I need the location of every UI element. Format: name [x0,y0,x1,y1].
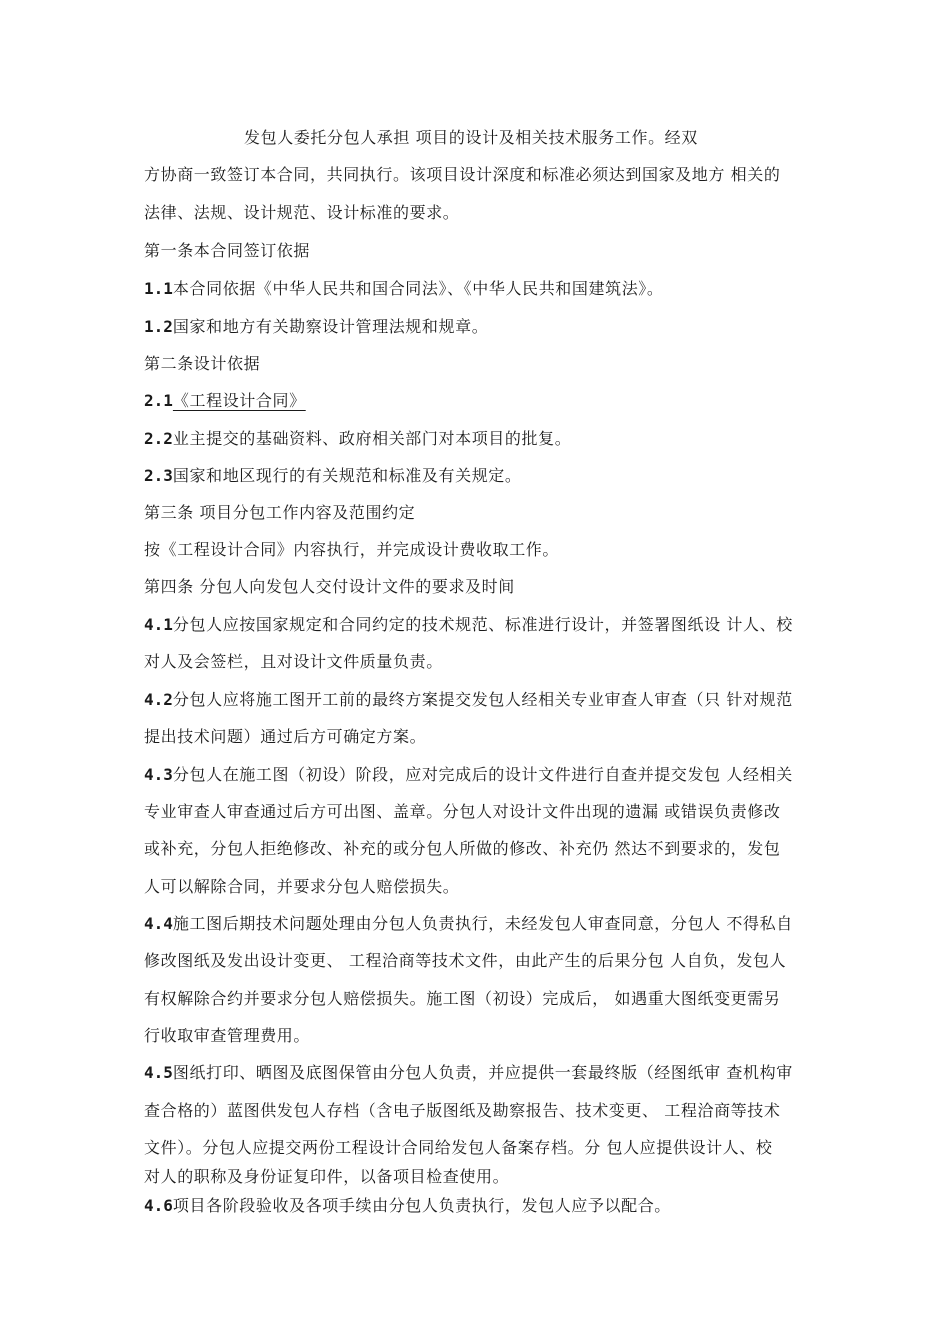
intro-line-1: 发包人委托分包人承担 项目的设计及相关技术服务工作。经双 [244,128,698,147]
clause-4-3-line-4: 人可以解除合同，并要求分包人赔偿损失。 [144,877,460,896]
clause-4-1-line-1 [144,614,810,636]
intro-line-3: 法律、法规、设计规范、设计标准的要求。 [144,203,460,222]
clause-text: 本合同依据《中华人民共和国合同法》、《中华人民共和国建筑法》。 [172,279,664,298]
clause-2-3 [144,465,810,487]
clause-4-3-line-1 [144,764,810,786]
clause-4-4-line-4: 行收取审查管理费用。 [144,1026,311,1045]
clause-1-2 [144,316,810,338]
clause-text: 国家和地区现行的有关规范和标准及有关规定。 [172,466,522,485]
clause-text: 分包人应将施工图开工前的最终方案提交发包人经相关专业审查人审查（只 针对规范 [172,690,793,709]
clause-number: 4.5 [144,1063,173,1082]
clause-4-1-line-2: 对人及会签栏，且对设计文件质量负责。 [144,652,443,671]
clause-text: 业主提交的基础资料、政府相关部门对本项目的批复。 [172,429,572,448]
clause-number: 4.4 [144,914,173,933]
clause-text: 分包人在施工图（初设）阶段，应对完成后的设计文件进行自查并提交发包 人经相关 [172,765,793,784]
article-4-heading: 第四条 分包人向发包人交付设计文件的要求及时间 [144,577,515,596]
clause-4-2-line-1 [144,689,810,711]
clause-1-1 [144,278,810,300]
clause-4-5-line-4: 对人的职称及身份证复印件，以备项目检查使用。 [144,1167,510,1186]
clause-4-4-line-2: 修改图纸及发出设计变更、 工程洽商等技术文件，由此产生的后果分包 人自负，发包人 [144,951,787,970]
clause-4-3-line-2: 专业审查人审查通过后方可出图、盖章。分包人对设计文件出现的遗漏 或错误负责修改 [144,802,781,821]
clause-2-2 [144,428,810,450]
clause-number: 2.3 [144,466,173,485]
clause-text: 分包人应按国家规定和合同约定的技术规范、标准进行设计，并签署图纸设 计人、校 [172,615,793,634]
clause-number: 2.1 [144,391,173,410]
clause-number: 4.6 [144,1196,173,1215]
clause-4-4-line-3: 有权解除合约并要求分包人赔偿损失。施工图（初设）完成后， 如遇重大图纸变更需另 [144,989,781,1008]
clause-text: 项目各阶段验收及各项手续由分包人负责执行，发包人应予以配合。 [172,1196,671,1215]
clause-number: 2.2 [144,429,173,448]
article-3-body: 按《工程设计合同》内容执行，并完成设计费收取工作。 [144,540,560,559]
contract-reference-link: 《工程设计合同》 [172,391,306,410]
clause-number: 4.1 [144,615,173,634]
article-3-heading: 第三条 项目分包工作内容及范围约定 [144,503,416,522]
article-2-heading: 第二条设计依据 [144,354,261,373]
clause-text: 施工图后期技术问题处理由分包人负责执行，未经发包人审查同意，分包人 不得私自 [172,914,793,933]
clause-4-2-line-2: 提出技术问题）通过后方可确定方案。 [144,727,427,746]
clause-4-5-line-3: 文件）。分包人应提交两份工程设计合同给发包人备案存档。分 包人应提供设计人、校 [144,1138,773,1157]
clause-text: 国家和地方有关勘察设计管理法规和规章。 [172,317,489,336]
clause-4-5-line-1 [144,1062,810,1084]
article-1-heading: 第一条本合同签订依据 [144,241,311,260]
clause-number: 1.1 [144,279,173,298]
clause-4-5-line-2: 查合格的）蓝图供发包人存档（含电子版图纸及勘察报告、技术变更、 工程洽商等技术 [144,1101,781,1120]
clause-number: 4.3 [144,765,173,784]
clause-2-1 [144,390,810,412]
clause-4-3-line-3: 或补充，分包人拒绝修改、补充的或分包人所做的修改、补充仍 然达不到要求的，发包 [144,839,781,858]
intro-line-2: 方协商一致签订本合同，共同执行。该项目设计深度和标准必须达到国家及地方 相关的 [144,165,781,184]
clause-number: 4.2 [144,690,173,709]
clause-text: 图纸打印、晒图及底图保管由分包人负责，并应提供一套最终版（经图纸审 查机构审 [172,1063,793,1082]
clause-number: 1.2 [144,317,173,336]
clause-4-6 [144,1195,810,1217]
clause-4-4-line-1 [144,913,810,935]
